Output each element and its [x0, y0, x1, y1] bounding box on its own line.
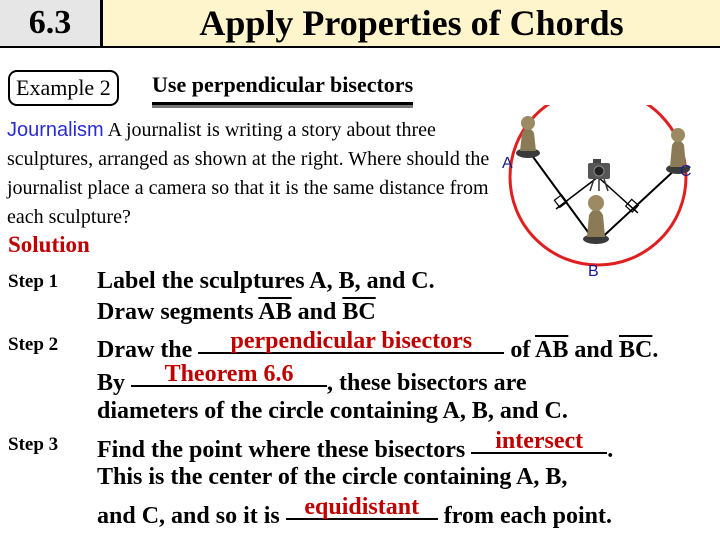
step2-end: .	[652, 337, 659, 363]
step3-answer: intersect	[495, 428, 584, 454]
segment-ab-text: $\overline{AB}$	[258, 299, 292, 325]
problem-body: A journalist is writing a story about three sculptures, arranged as shown at the right. Where should the journalist place a camera so that it is the same distance from each sculpture?	[7, 119, 490, 228]
step2-after-theorem: , these bisectors are	[327, 370, 527, 396]
step3-line1	[97, 428, 614, 464]
step3-line3-suffix: from each point.	[437, 503, 612, 529]
step1-line1: Label the sculptures A, B, and C.	[97, 268, 435, 294]
step2-line1	[97, 328, 659, 364]
step2-answer: perpendicular bisectors	[230, 328, 473, 354]
step2-and: and	[568, 337, 620, 363]
step2-prefix: Draw the	[97, 337, 199, 363]
step3-line3-prefix: and C, and so it is	[97, 503, 286, 529]
step1-label: Step 1	[8, 271, 59, 292]
step3-line2: This is the center of the circle containing A, B,	[97, 464, 568, 490]
theorem-answer-blank	[131, 361, 327, 390]
example-title: Use perpendicular bisectors	[152, 70, 413, 105]
problem-text	[7, 116, 507, 232]
step3-answer2: equidistant	[304, 494, 420, 520]
camera-icon	[588, 159, 610, 191]
step2-line3: diameters of the circle containing A, B, and C.	[97, 398, 568, 424]
sculpture-b-icon	[583, 195, 609, 244]
sculpture-diagram	[500, 105, 720, 285]
step2-label: Step 2	[8, 334, 59, 355]
step1-draw-text: Draw segments	[97, 299, 259, 325]
slide-title: Apply Properties of Chords	[103, 0, 720, 46]
bisector-bc	[598, 177, 638, 213]
step1-line2	[97, 299, 376, 326]
step2-line2	[97, 361, 527, 397]
segment-bc-text: $\overline{BC}$	[342, 299, 376, 325]
point-c-label: C	[680, 163, 692, 180]
step3-prefix: Find the point where these bisectors	[97, 437, 472, 463]
step2-middle: of	[504, 337, 535, 363]
point-a-label: A	[502, 155, 513, 172]
point-b-label: B	[588, 263, 599, 280]
title-divider	[0, 46, 720, 48]
step3-label: Step 3	[8, 434, 59, 455]
step3-answer2-blank	[286, 494, 438, 523]
step3-end: .	[607, 437, 614, 463]
theorem-answer: Theorem 6.6	[164, 361, 294, 387]
step2-by: By	[97, 370, 132, 396]
section-number: 6.3	[0, 0, 103, 46]
segment-ab	[528, 150, 596, 243]
solution-heading: Solution	[8, 232, 90, 257]
step1-and-text: and	[291, 299, 343, 325]
step2-segment-ab: $\overline{AB}$	[534, 337, 569, 363]
circle-diagram	[500, 105, 720, 285]
problem-label: Journalism	[7, 119, 104, 141]
example-badge: Example 2	[8, 70, 119, 106]
step2-segment-bc: $\overline{BC}$	[619, 337, 653, 363]
step2-answer-blank	[198, 328, 504, 357]
step3-answer-blank	[471, 428, 607, 457]
step3-line3	[97, 494, 612, 530]
